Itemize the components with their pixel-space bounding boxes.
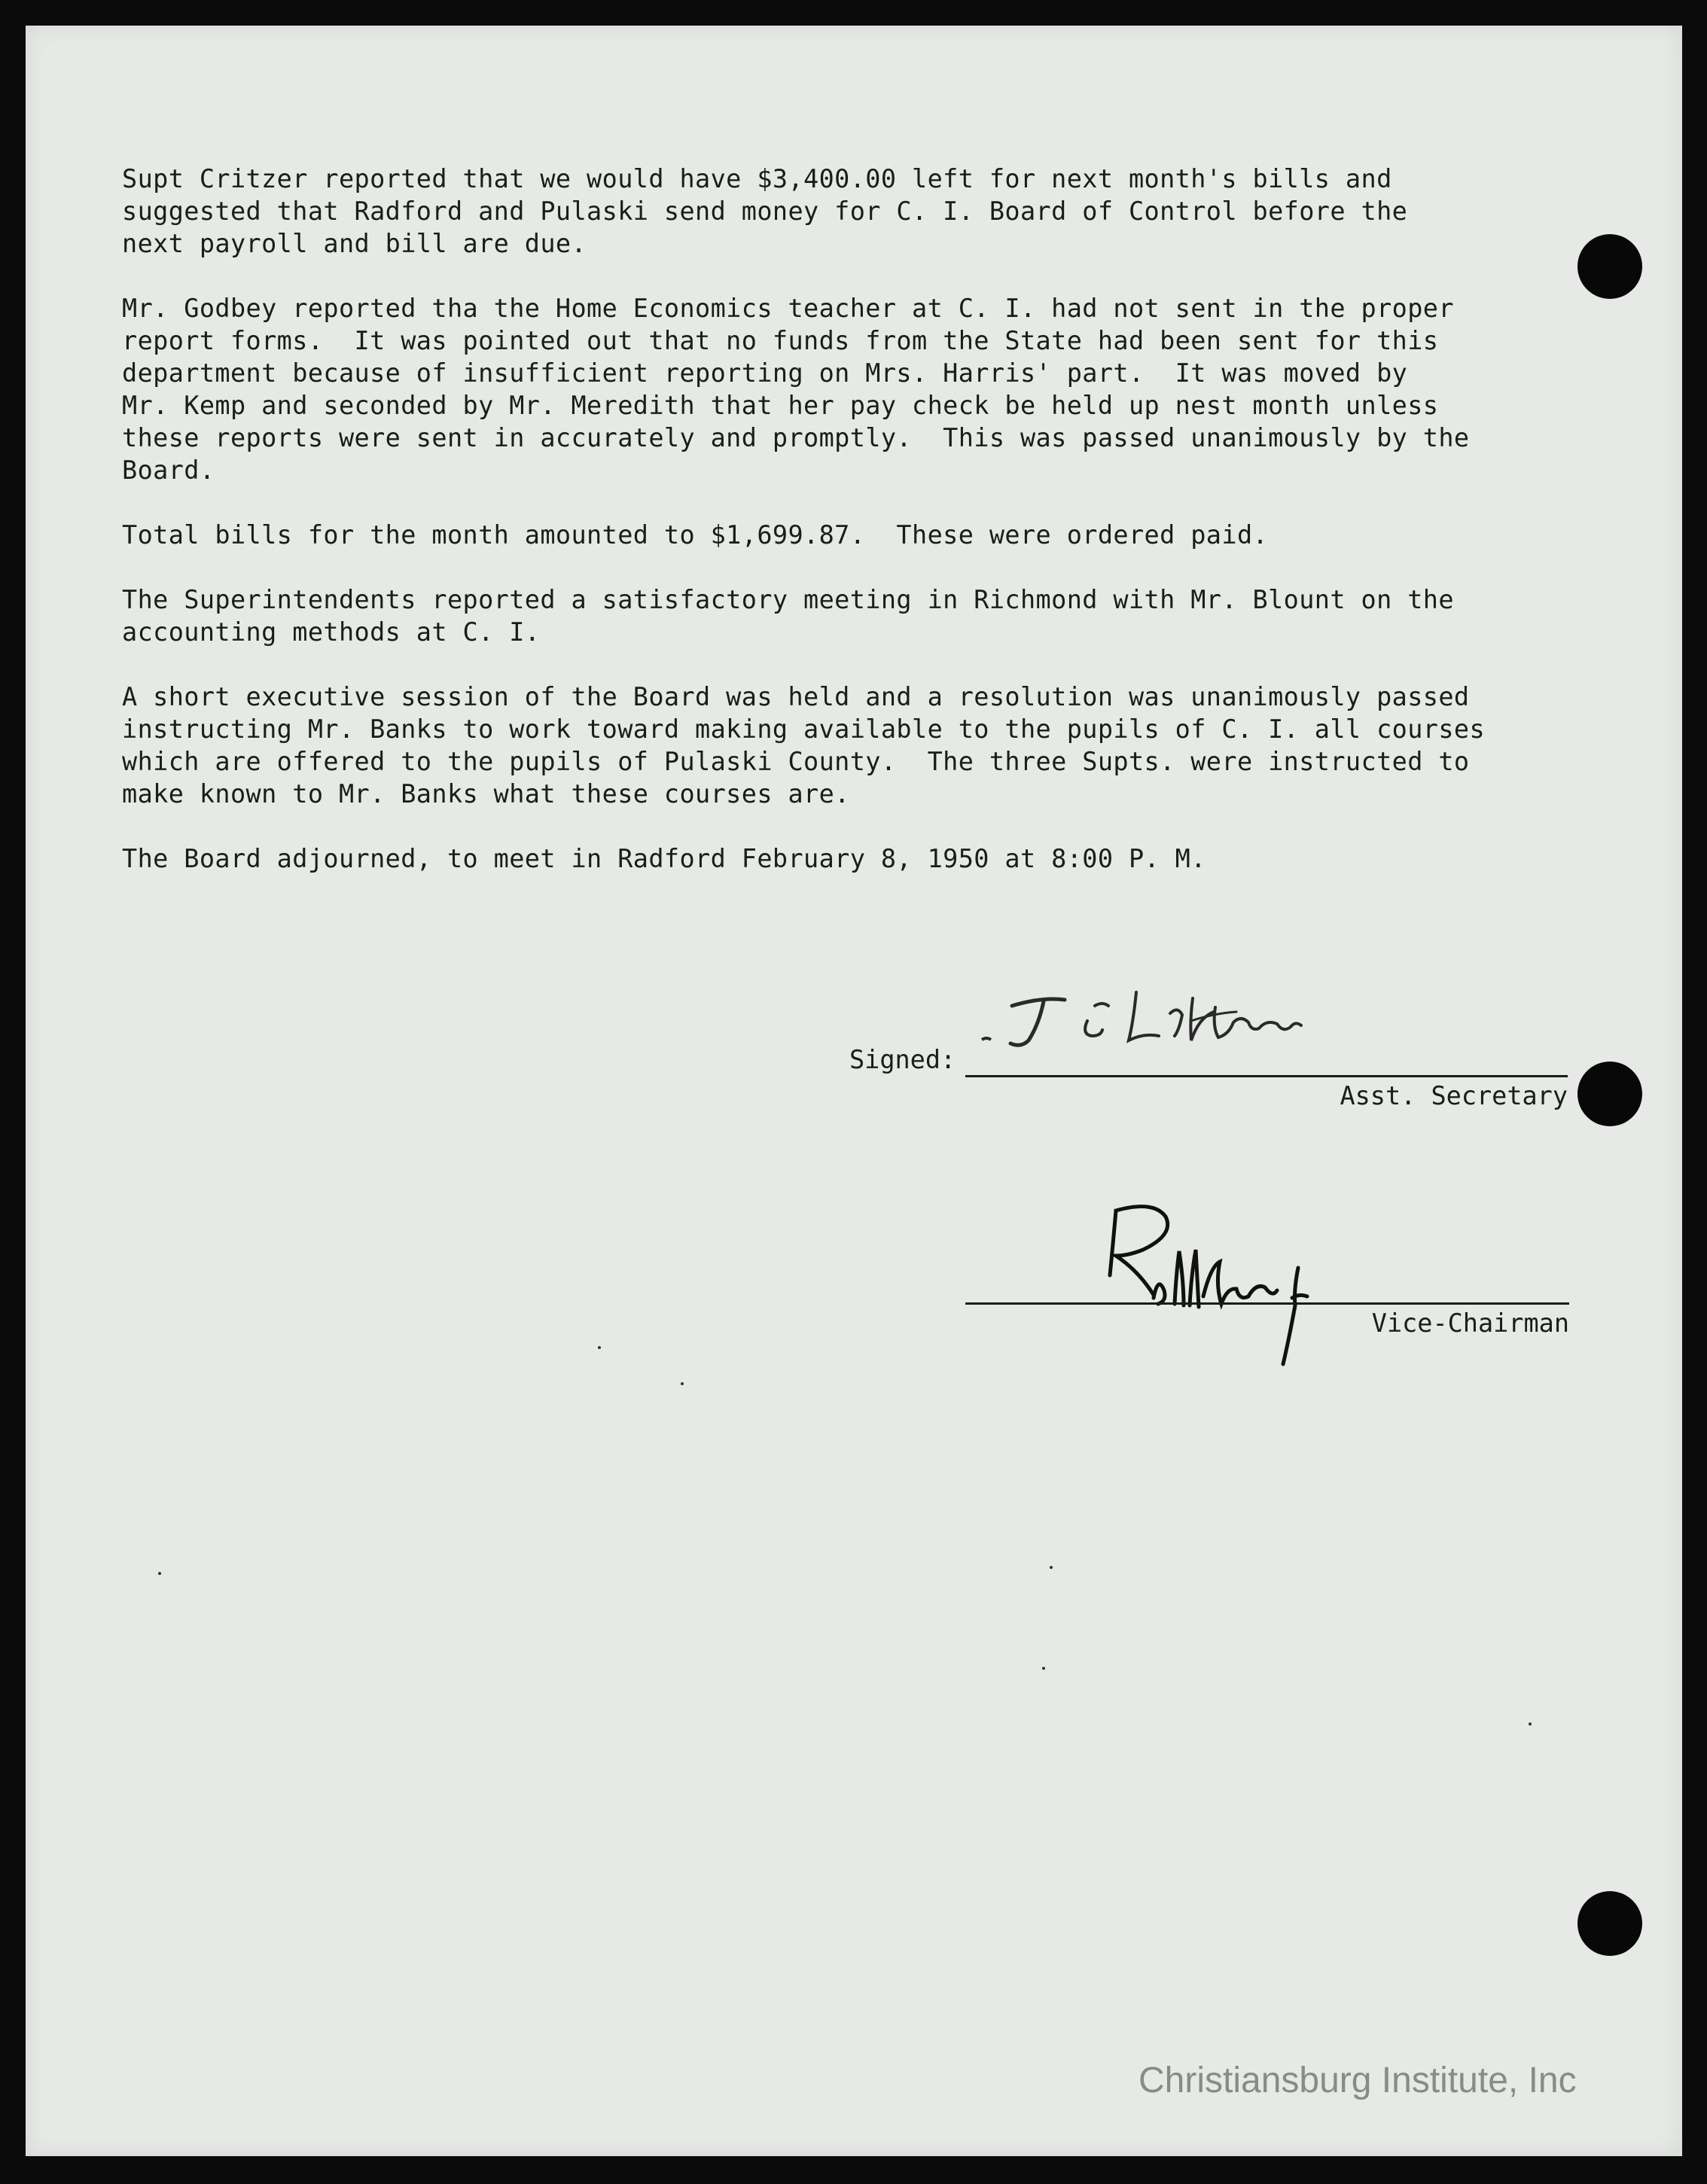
vice-chairman-title: Vice-Chairman [1371,1308,1569,1338]
paper-speck [1529,1723,1532,1726]
paper-speck [598,1346,601,1349]
secretary-handwritten-signature [974,976,1486,1058]
paragraph-home-economics: Mr. Godbey reported tha the Home Economics teacher at C. I. had not sent in the proper report forms. It was pointed out that no funds from the State had been sent for this department because of insufficient reporting on Mrs. Harris' part. It was moved by Mr. Kemp and seconded by Mr. Meredith that her pay check be held up nest month unless these reports were sent in accurately and promptly. This was passed unanimously by the Board. [122,294,1470,485]
paragraph-richmond-meeting: The Superintendents reported a satisfactory meeting in Richmond with Mr. Blount on the accounting methods at C. I. [122,585,1454,647]
paper-speck [158,1572,161,1575]
paragraph-adjournment: The Board adjourned, to meet in Radford February 8, 1950 at 8:00 P. M. [122,844,1206,873]
paragraph-executive-session: A short executive session of the Board was held and a resolution was unanimously passed instructing Mr. Banks to work toward making available to the pupils of C. I. all courses which are offered to the pupils of Pulaski County. The three Supts. were instructed to make known to Mr. Banks what these courses are. [122,682,1486,809]
archive-watermark: Christiansburg Institute, Inc [1139,2061,1577,2100]
document-page [26,26,1682,2156]
punch-hole-middle [1577,1062,1642,1126]
paper-speck [681,1382,684,1385]
asst-secretary-title: Asst. Secretary [1340,1081,1568,1110]
paper-speck [1042,1667,1045,1670]
signed-label: Signed: [849,1045,956,1074]
vice-chairman-signature-line [965,1302,1569,1305]
paragraph-total-bills: Total bills for the month amounted to $1,699.87. These were ordered paid. [122,520,1269,550]
punch-hole-bottom [1577,1891,1642,1956]
paragraph-budget-report: Supt Critzer reported that we would have $3,400.00 left for next month's bills and suggested that Radford and Pulaski send money for C. I. Board of Control before the next payroll and bill are due. [122,164,1408,258]
paper-speck [1050,1566,1053,1569]
meeting-minutes-body [122,163,1605,907]
secretary-signature-line [965,1075,1568,1077]
vice-chairman-handwritten-signature [1080,1185,1351,1373]
